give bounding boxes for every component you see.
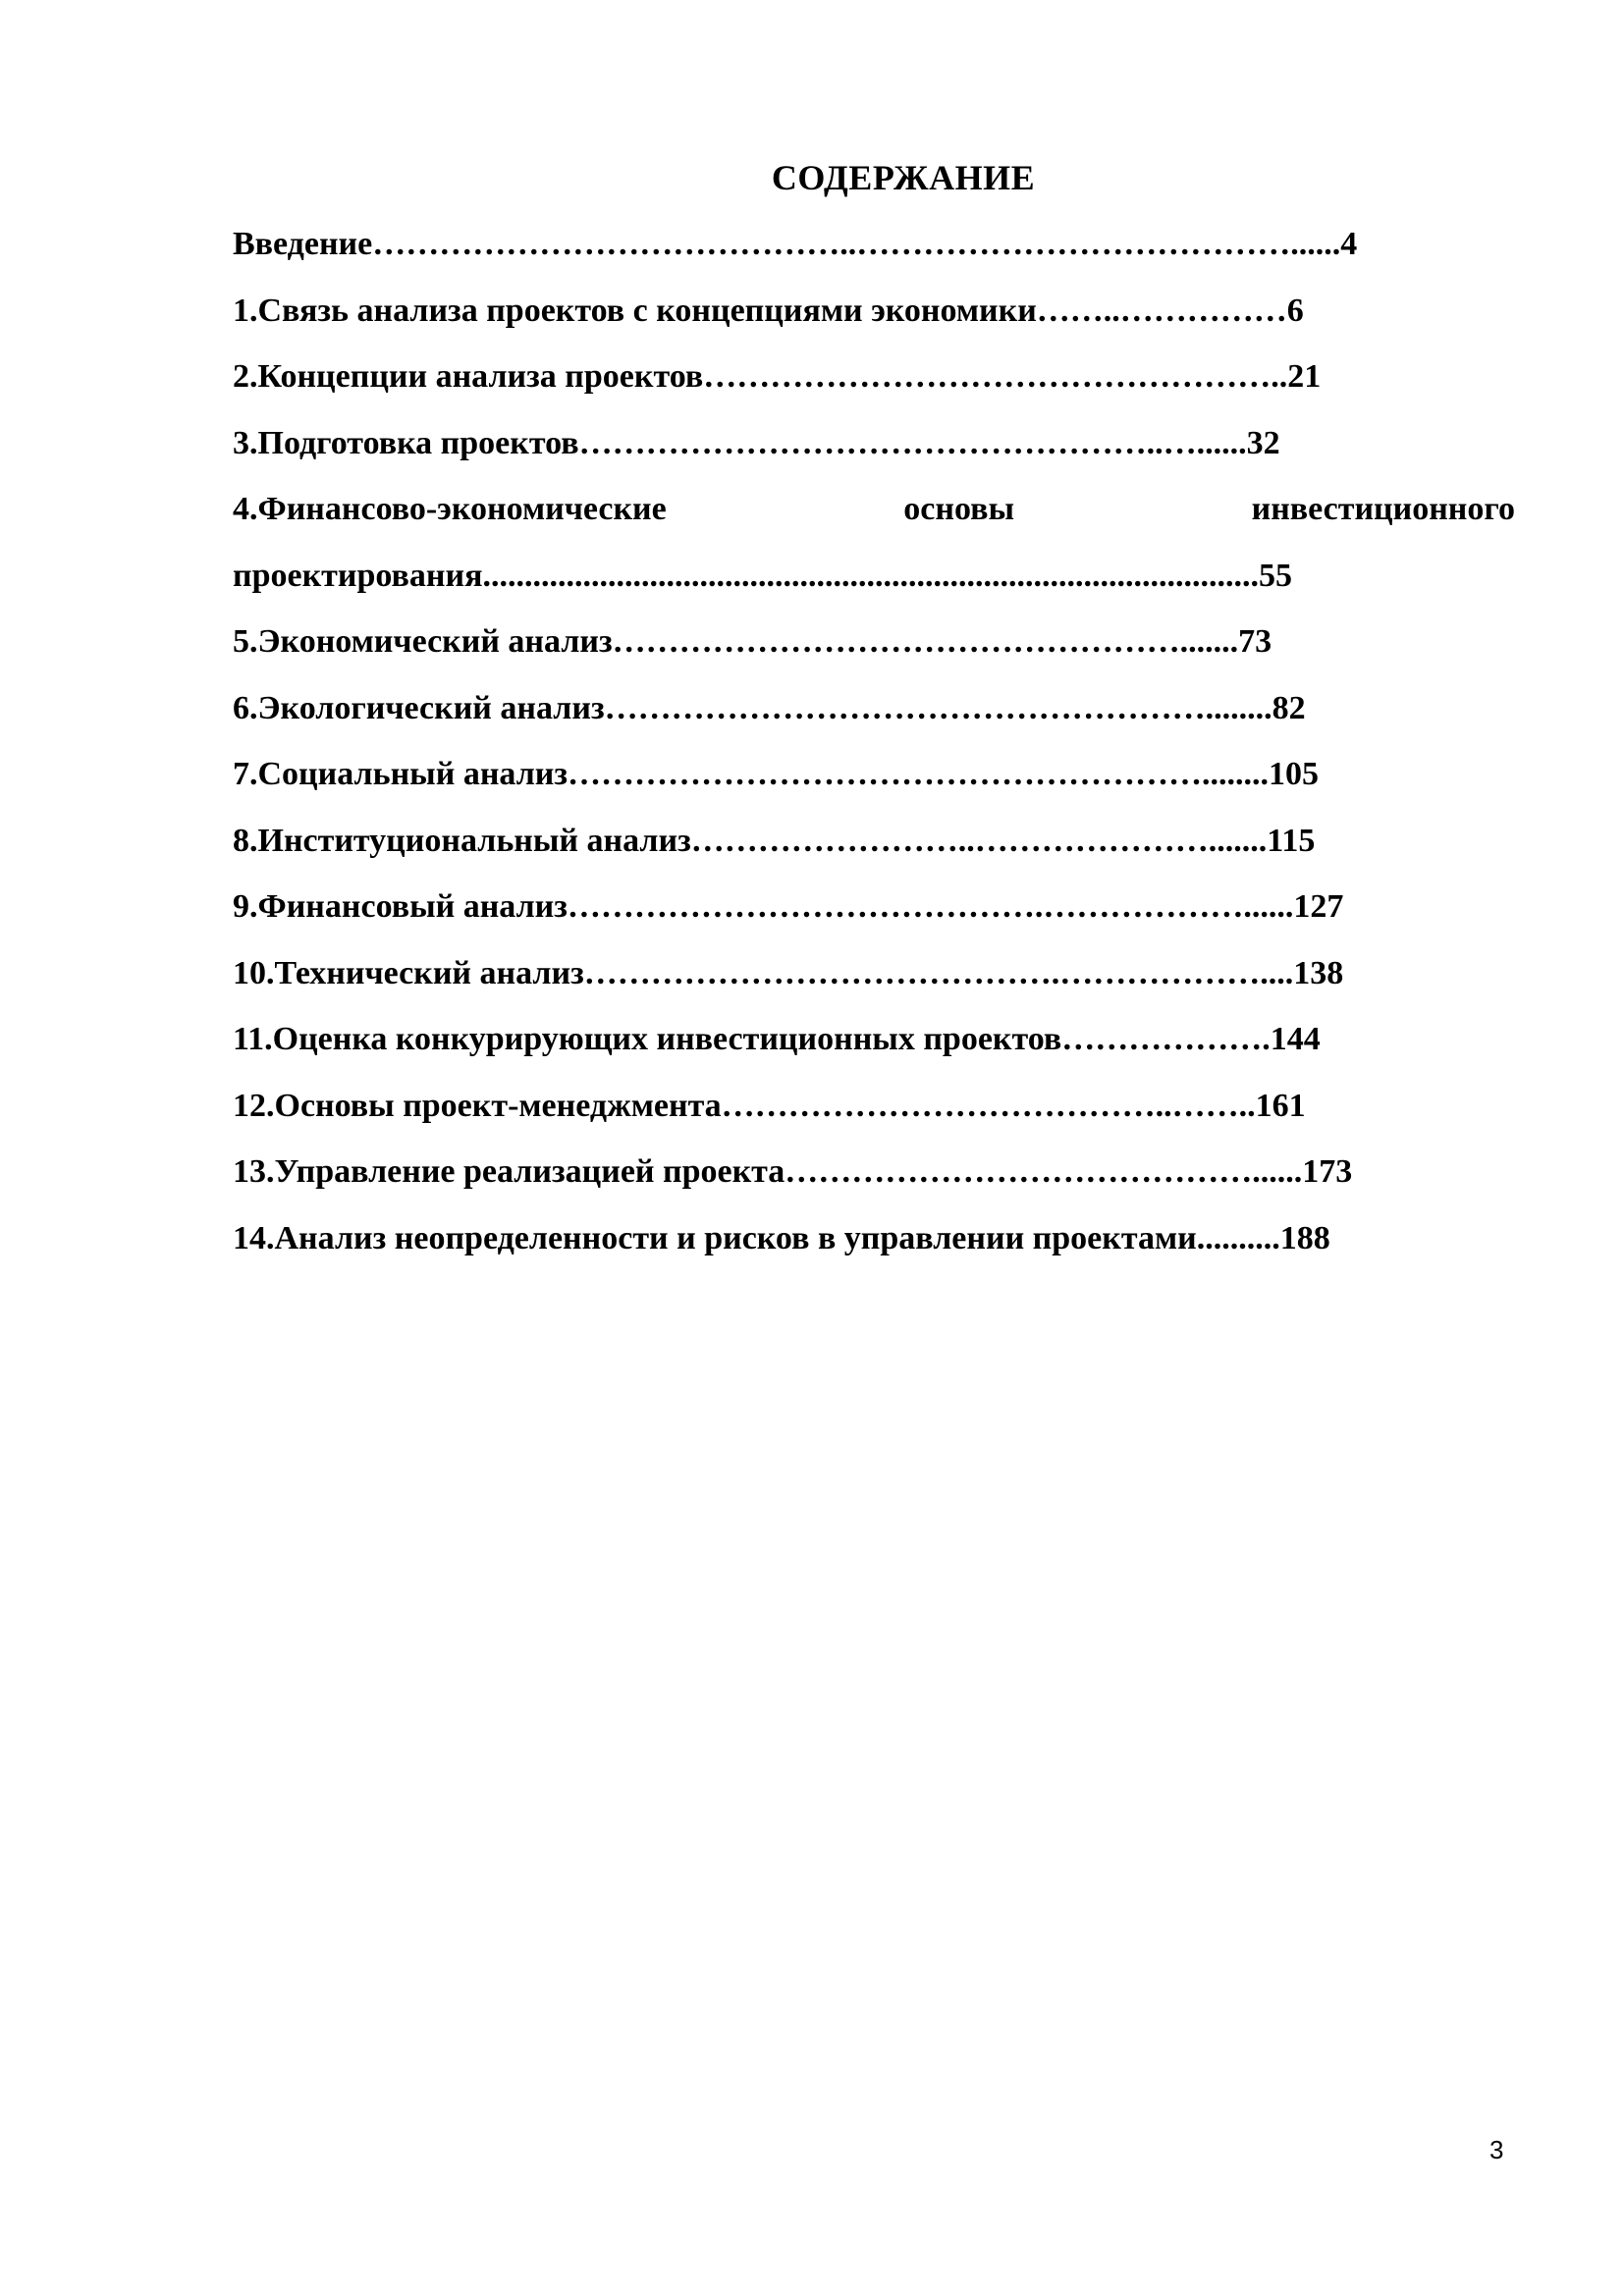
toc-entry-12: 12.Основы проект-менеджмента…………………………………..……..161 xyxy=(233,1087,1306,1124)
toc-entry-2: 2.Концепции анализа проектов……………………………………………..21 xyxy=(233,358,1322,395)
page-number: 3 xyxy=(1489,2135,1504,2164)
toc-entry-14: 14.Анализ неопределенности и рисков в управлении проектами..........188 xyxy=(233,1219,1330,1256)
toc-entry-6: 6.Экологический анализ………………………………………………........82 xyxy=(233,689,1306,726)
toc-entry-4-word-3: инвестиционного xyxy=(1251,491,1515,527)
toc-entry-8: 8.Институциональный анализ……………………..………………….......115 xyxy=(233,822,1316,859)
toc-entry-7: 7.Социальный анализ…………………………………………………........105 xyxy=(233,756,1320,792)
toc-entry-4-line-1 xyxy=(233,481,1515,548)
toc-entry-4-word-1: 4.Финансово-экономические xyxy=(233,491,667,527)
toc-entry-introduction: Введение……………………………………..…………………………………......4 xyxy=(233,226,1358,262)
toc-entry-11: 11.Оценка конкурирующих инвестиционных проектов……………….144 xyxy=(233,1021,1321,1057)
toc-entry-5: 5.Экономический анализ…………………………………………….......73 xyxy=(233,623,1272,660)
toc-entry-4-line-2: проектирования.............................................................................................55 xyxy=(233,557,1292,594)
toc-entry-4-word-2: основы xyxy=(903,491,1015,527)
page-title: СОДЕРЖАНИЕ xyxy=(771,158,1036,197)
toc-entry-9: 9.Финансовый анализ…………………………………….………………......127 xyxy=(233,888,1344,925)
toc-entry-3: 3.Подготовка проектов……………………………………………..…......32 xyxy=(233,424,1280,461)
toc-entry-10: 10.Технический анализ…………………………………….………………....138 xyxy=(233,954,1344,991)
table-of-contents xyxy=(233,216,1515,1276)
toc-entry-1: 1.Связь анализа проектов с концепциями экономики……..……………6 xyxy=(233,292,1304,329)
toc-entry-13: 13.Управление реализацией проекта……………………………………......173 xyxy=(233,1153,1353,1190)
